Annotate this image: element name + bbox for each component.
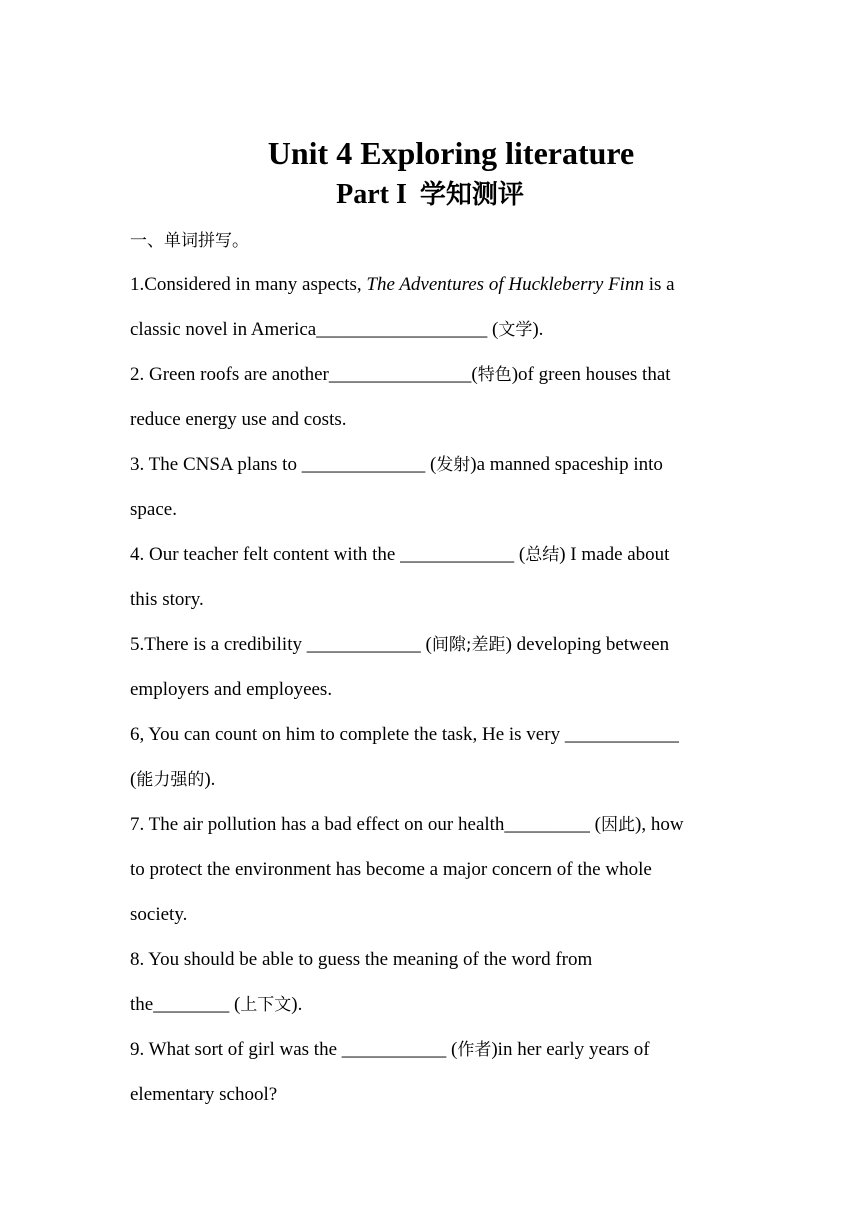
page-title: Unit 4 Exploring literature	[267, 135, 635, 171]
q7-hint: 因此	[601, 815, 636, 835]
q8-hint: 上下文	[240, 995, 292, 1015]
q1-text-b: is a	[643, 274, 675, 295]
question-1-line-1	[130, 270, 675, 300]
section-heading: 一、单词拼写。	[130, 231, 249, 251]
q1-hint: 文学	[498, 320, 533, 340]
question-6-line-1: 6, You can count on him to complete the task, He is very ____________	[130, 724, 679, 745]
subtitle-cn: 学知测评	[419, 180, 524, 210]
q3-text-b: )a manned spaceship into	[470, 454, 663, 475]
q1-text-end: ).	[532, 319, 544, 340]
q2-hint: 特色	[477, 365, 512, 385]
q8-text-a: the________ (	[130, 994, 241, 1015]
q9-text-b: )in her early years of	[491, 1039, 650, 1060]
q4-hint: 总结	[525, 545, 560, 565]
question-6-line-2	[130, 765, 215, 795]
q4-text-a: 4. Our teacher felt content with the ____________ (	[130, 544, 526, 565]
question-3-line-2: space.	[130, 499, 177, 520]
q4-text-b: ) I made about	[559, 544, 670, 565]
question-4-line-2: this story.	[130, 589, 204, 610]
question-5-line-2: employers and employees.	[130, 679, 333, 700]
q1-book-title: The Adventures of Huckleberry Finn	[366, 274, 644, 295]
q9-hint: 作者	[457, 1040, 492, 1060]
q5-hint: 间隙;差距	[431, 635, 506, 655]
q8-text-b: ).	[291, 994, 303, 1015]
question-5-line-1	[130, 630, 669, 660]
q7-text-a: 7. The air pollution has a bad effect on our health_________ (	[130, 814, 602, 835]
question-1-line-2	[130, 315, 543, 345]
q6-text-b: ).	[204, 769, 216, 790]
q2-text-a: 2. Green roofs are another_______________(	[130, 364, 478, 385]
q1-text-a: 1.Considered in many aspects,	[130, 274, 367, 295]
question-7-line-2: to protect the environment has become a major concern of the whole	[130, 859, 652, 880]
q6-hint: 能力强的	[136, 770, 205, 790]
question-4-line-1	[130, 540, 669, 570]
question-8-line-1: 8. You should be able to guess the meaning of the word from	[130, 949, 593, 970]
q1-blank-text: classic novel in America__________________ (	[130, 319, 499, 340]
q5-text-a: 5.There is a credibility ____________ (	[130, 634, 432, 655]
q2-text-b: )of green houses that	[511, 364, 671, 385]
question-2-line-1	[130, 360, 671, 390]
q9-text-a: 9. What sort of girl was the ___________ (	[130, 1039, 458, 1060]
page-subtitle	[0, 176, 860, 214]
q6-text-a: (	[130, 769, 137, 790]
q5-text-b: ) developing between	[505, 634, 670, 655]
q3-hint: 发射	[436, 455, 471, 475]
question-3-line-1	[130, 450, 663, 480]
question-7-line-1	[130, 810, 684, 840]
question-9-line-2: elementary school?	[130, 1084, 278, 1105]
subtitle-part: Part I	[336, 179, 407, 210]
q3-text-a: 3. The CNSA plans to _____________ (	[130, 454, 437, 475]
question-7-line-3: society.	[130, 904, 188, 925]
q7-text-b: ), how	[635, 814, 684, 835]
question-8-line-2	[130, 990, 302, 1020]
question-2-line-2: reduce energy use and costs.	[130, 409, 347, 430]
question-9-line-1	[130, 1035, 650, 1065]
